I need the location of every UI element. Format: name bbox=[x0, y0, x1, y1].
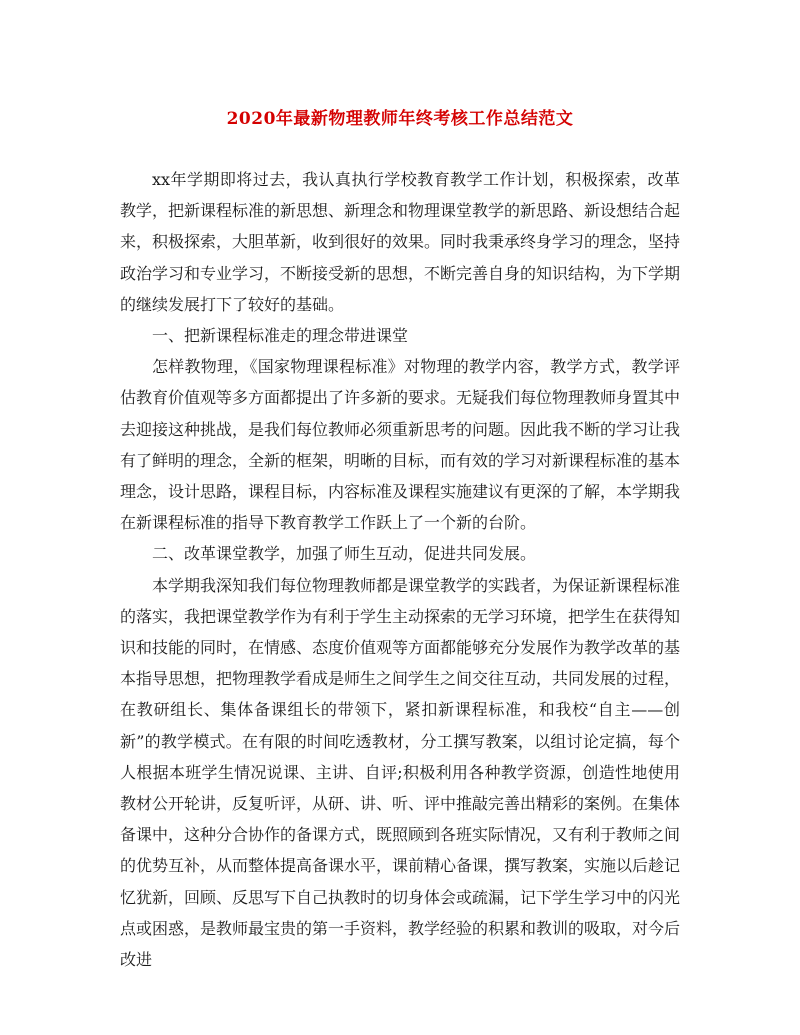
page-title: 2020年最新物理教师年终考核工作总结范文 bbox=[226, 109, 574, 129]
document-body bbox=[120, 164, 680, 975]
section-heading-1: 一、把新课程标准走的理念带进课堂 bbox=[152, 326, 409, 346]
section-heading-2: 二、改革课堂教学，加强了师生互动，促进共同发展。 bbox=[152, 544, 537, 564]
paragraph-section-2: 本学期我深知我们每位物理教师都是课堂教学的实践者，为保证新课程标准的落实，我把课堂教学作为有利于学生主动探索的无学习环境，把学生在获得知识和技能的同时，在情感、态度价值观等方面都能够充分发展作为教学改革的基本指导思想，把物理教学看成是师生之间学生之间交往互动，共同发展的过程，在教研组长、集体备课组长的带领下，紧扣新课程标准，和我校“自主——创新”的教学模式。在有限的时间吃透教材，分工撰写教案，以组讨论定搞，每个人根据本班学生情况说课、主讲、自评;积极利用各种教学资源，创造性地使用教材公开轮讲，反复听评，从研、讲、听、评中推敲完善出精彩的案例。在集体备课中，这种分合协作的备课方式，既照顾到各班实际情况，又有利于教师之间的优势互补，从而整体提高备课水平，课前精心备课，撰写教案，实施以后趁记忆犹新，回顾、反思写下自己执教时的切身体会或疏漏，记下学生学习中的闪光点或困惑，是教师最宝贵的第一手资料，教学经验的积累和教训的吸取，对今后改进 bbox=[120, 575, 681, 970]
paragraph-section-1: 怎样教物理，《国家物理课程标准》对物理的教学内容，教学方式，教学评估教育价值观等多方面都提出了许多新的要求。无疑我们每位物理教师身置其中去迎接这种挑战，是我们每位教师必须重新思考的问题。因此我不断的学习让我有了鲜明的理念，全新的框架，明晰的目标，而有效的学习对新课程标准的基本理念，设计思路，课程目标，内容标准及课程实施建议有更深的了解，本学期我在新课程标准的指导下教育教学工作跃上了一个新的台阶。 bbox=[120, 357, 681, 533]
paragraph-intro: xx年学期即将过去，我认真执行学校教育教学工作计划，积极探索，改革教学，把新课程标准的新思想、新理念和物理课堂教学的新思路、新设想结合起来，积极探索，大胆革新，收到很好的效果。同时我秉承终身学习的理念，坚持政治学习和专业学习，不断接受新的思想，不断完善自身的知识结构，为下学期的继续发展打下了较好的基础。 bbox=[120, 170, 681, 314]
